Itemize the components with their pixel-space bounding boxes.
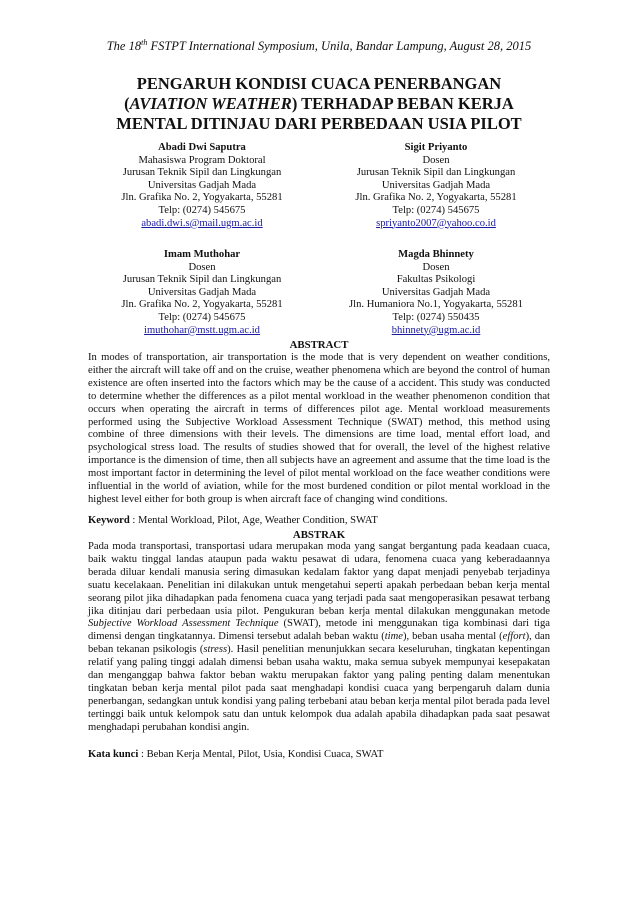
abstrak-italic-stress: stress bbox=[203, 644, 228, 656]
author-email-link[interactable]: bhinnety@ugm.ac.id bbox=[391, 324, 481, 336]
abstrak-heading: ABSTRAK bbox=[292, 529, 346, 541]
author-address: Jln. Grafika No. 2, Yogyakarta, 55281 bbox=[121, 299, 283, 311]
author-dept: Fakultas Psikologi bbox=[396, 274, 476, 286]
author-address: Jln. Grafika No. 2, Yogyakarta, 55281 bbox=[355, 192, 517, 204]
abstrak-text: ), beban usaha mental ( bbox=[402, 631, 503, 643]
author-address: Jln. Grafika No. 2, Yogyakarta, 55281 bbox=[121, 192, 283, 204]
author-phone: Telp: (0274) 545675 bbox=[158, 204, 246, 216]
keyword-line bbox=[88, 515, 550, 526]
header-suffix: FSTPT International Symposium, Unila, Bandar Lampung, August 28, 2015 bbox=[147, 39, 532, 54]
abstrak-text: ). Hasil penelitian menunjukkan secara keseluruhan, tingkatan kepentingan relatif yang paling tinggi adalah dimensi beban usaha waktu, maka semua subyek mempunyai kesepakatan dan menganggap bahwa faktor beban waktu merupakan faktor yang paling penting dalam menentukan tingkatan beban kerja mental pilot pada saat menghadapi kondisi cuaca yang berpengaruh dalam dunia penerbangan, sedangkan untuk kondisi yang paling terbebani atau beban kerja mental pilot berada pada level tertinggi baik untuk kelompok satu dan untuk kelompok dua adalah apabila dihadapkan pada saat pesawat menghadapi perubahan kondisi angin. bbox=[88, 644, 550, 733]
author-address: Jln. Humaniora No.1, Yogyakarta, 55281 bbox=[349, 299, 523, 311]
author-role: Dosen bbox=[188, 261, 216, 273]
running-header bbox=[0, 38, 638, 54]
title-line-2 bbox=[60, 94, 578, 114]
paper-title bbox=[60, 74, 578, 134]
author-phone: Telp: (0274) 545675 bbox=[158, 311, 246, 323]
author-univ: Universitas Gadjah Mada bbox=[381, 179, 491, 191]
author-block-2 bbox=[306, 142, 566, 230]
kata-kunci-label: Kata kunci bbox=[88, 749, 139, 760]
author-name: Imam Muthohar bbox=[163, 249, 241, 260]
author-name: Sigit Priyanto bbox=[404, 142, 468, 153]
author-role: Mahasiswa Program Doktoral bbox=[138, 154, 266, 166]
abstract-heading: ABSTRACT bbox=[289, 339, 349, 351]
author-email-link[interactable]: abadi.dwi.s@mail.ugm.ac.id bbox=[141, 217, 263, 229]
author-role: Dosen bbox=[422, 154, 450, 166]
author-block-3 bbox=[72, 249, 332, 337]
kata-kunci-line bbox=[88, 749, 550, 760]
author-phone: Telp: (0274) 545675 bbox=[392, 204, 480, 216]
author-name: Magda Bhinnety bbox=[398, 249, 474, 260]
author-univ: Universitas Gadjah Mada bbox=[147, 179, 257, 191]
abstrak-italic-time: time bbox=[384, 631, 403, 643]
author-dept: Jurusan Teknik Sipil dan Lingkungan bbox=[122, 274, 282, 286]
author-role: Dosen bbox=[422, 261, 450, 273]
abstrak-italic-swat: Subjective Workload Assessment Technique bbox=[88, 618, 279, 630]
header-superscript: th bbox=[141, 38, 148, 47]
title-line-2-rest: ) TERHADAP BEBAN KERJA bbox=[291, 94, 514, 113]
abstrak-body bbox=[88, 541, 550, 735]
abstrak-text: Pada moda transportasi, transportasi udara merupakan moda yang sangat bergantung pada keadaan cuaca, baik waktu tinggal landas ataupun pada waktu pesawat di udara, fenomena cuaca yang keberadaannya berada diluar kendali manusia sering dimasukan kedalam faktor yang dapat menjadi penyebab terjadinya suatu kecelakaan. Penelitian ini dilakukan untuk mengetahui seperti apakah perbedaan beban kerja mental seorang pilot jika dihadapkan pada fenomena cuaca yang terjadi pada saat mengoperasikan pesawat terbang jika ditinjau dari perbedaan usia pilot. Pengukuran beban kerja mental dilakukan menggunakan metode bbox=[88, 541, 550, 617]
author-block-1 bbox=[72, 142, 332, 230]
author-email-link[interactable]: imuthohar@mstt.ugm.ac.id bbox=[144, 324, 260, 336]
author-name: Abadi Dwi Saputra bbox=[158, 142, 246, 153]
title-line-1: PENGARUH KONDISI CUACA PENERBANGAN bbox=[136, 74, 502, 93]
author-dept: Jurusan Teknik Sipil dan Lingkungan bbox=[356, 167, 516, 179]
author-univ: Universitas Gadjah Mada bbox=[381, 286, 491, 298]
author-block-4 bbox=[306, 249, 566, 337]
author-phone: Telp: (0274) 550435 bbox=[392, 311, 480, 323]
title-paren-open: ( bbox=[124, 94, 130, 113]
abstrak-italic-effort: effort bbox=[502, 631, 526, 643]
title-line-3: MENTAL DITINJAU DARI PERBEDAAN USIA PILOT bbox=[116, 114, 522, 133]
abstrak-text: ), dan beban tekanan psikologis ( bbox=[88, 631, 550, 656]
author-univ: Universitas Gadjah Mada bbox=[147, 286, 257, 298]
kata-kunci-text: : Beban Kerja Mental, Pilot, Usia, Kondisi Cuaca, SWAT bbox=[138, 749, 384, 760]
keyword-text: : Mental Workload, Pilot, Age, Weather Condition, SWAT bbox=[129, 515, 378, 526]
abstract-body: In modes of transportation, air transportation is the mode that is very dependent on weather conditions, either the aircraft will take off and on the cruise, weather phenomena which are beyond the control of human existence are often inserted into the factors which may be the cause of a accident. This study was conducted to determine whether the differences as a pilot mental workload in the weather phenomenon condition that occurs when operating the aircraft in terms of differences pilot age. Mental workload measurements performed using the Subjective Workload Assessment Technique (SWAT) method, this method using combine of three dimensions with their levels. The dimensions are time load, mental effort load, and psychological stress load. The results of studies showed that for overall, the level of the highest relative importance is the dimension of time, then all subjects have an agreement and assume that the time load is the most important factor in determining the level of pilot mental workload on the face weather conditions were influential in the world of aviation, while for the most burdened condition or pilot mental workload in the highest level either for both group is when aircraft face of changing wind conditions. bbox=[88, 352, 550, 505]
author-email-link[interactable]: spriyanto2007@yahoo.co.id bbox=[376, 217, 496, 229]
abstrak-text: (SWAT), metode ini menggunakan tiga kombinasi dari tiga dimensi dengan tingkatannya. Dimensi tersebut adalah beban waktu ( bbox=[88, 618, 550, 643]
keyword-label: Keyword bbox=[88, 515, 130, 526]
header-prefix: The 18 bbox=[106, 39, 142, 54]
author-dept: Jurusan Teknik Sipil dan Lingkungan bbox=[122, 167, 282, 179]
title-italic: AVIATION WEATHER bbox=[129, 94, 292, 113]
